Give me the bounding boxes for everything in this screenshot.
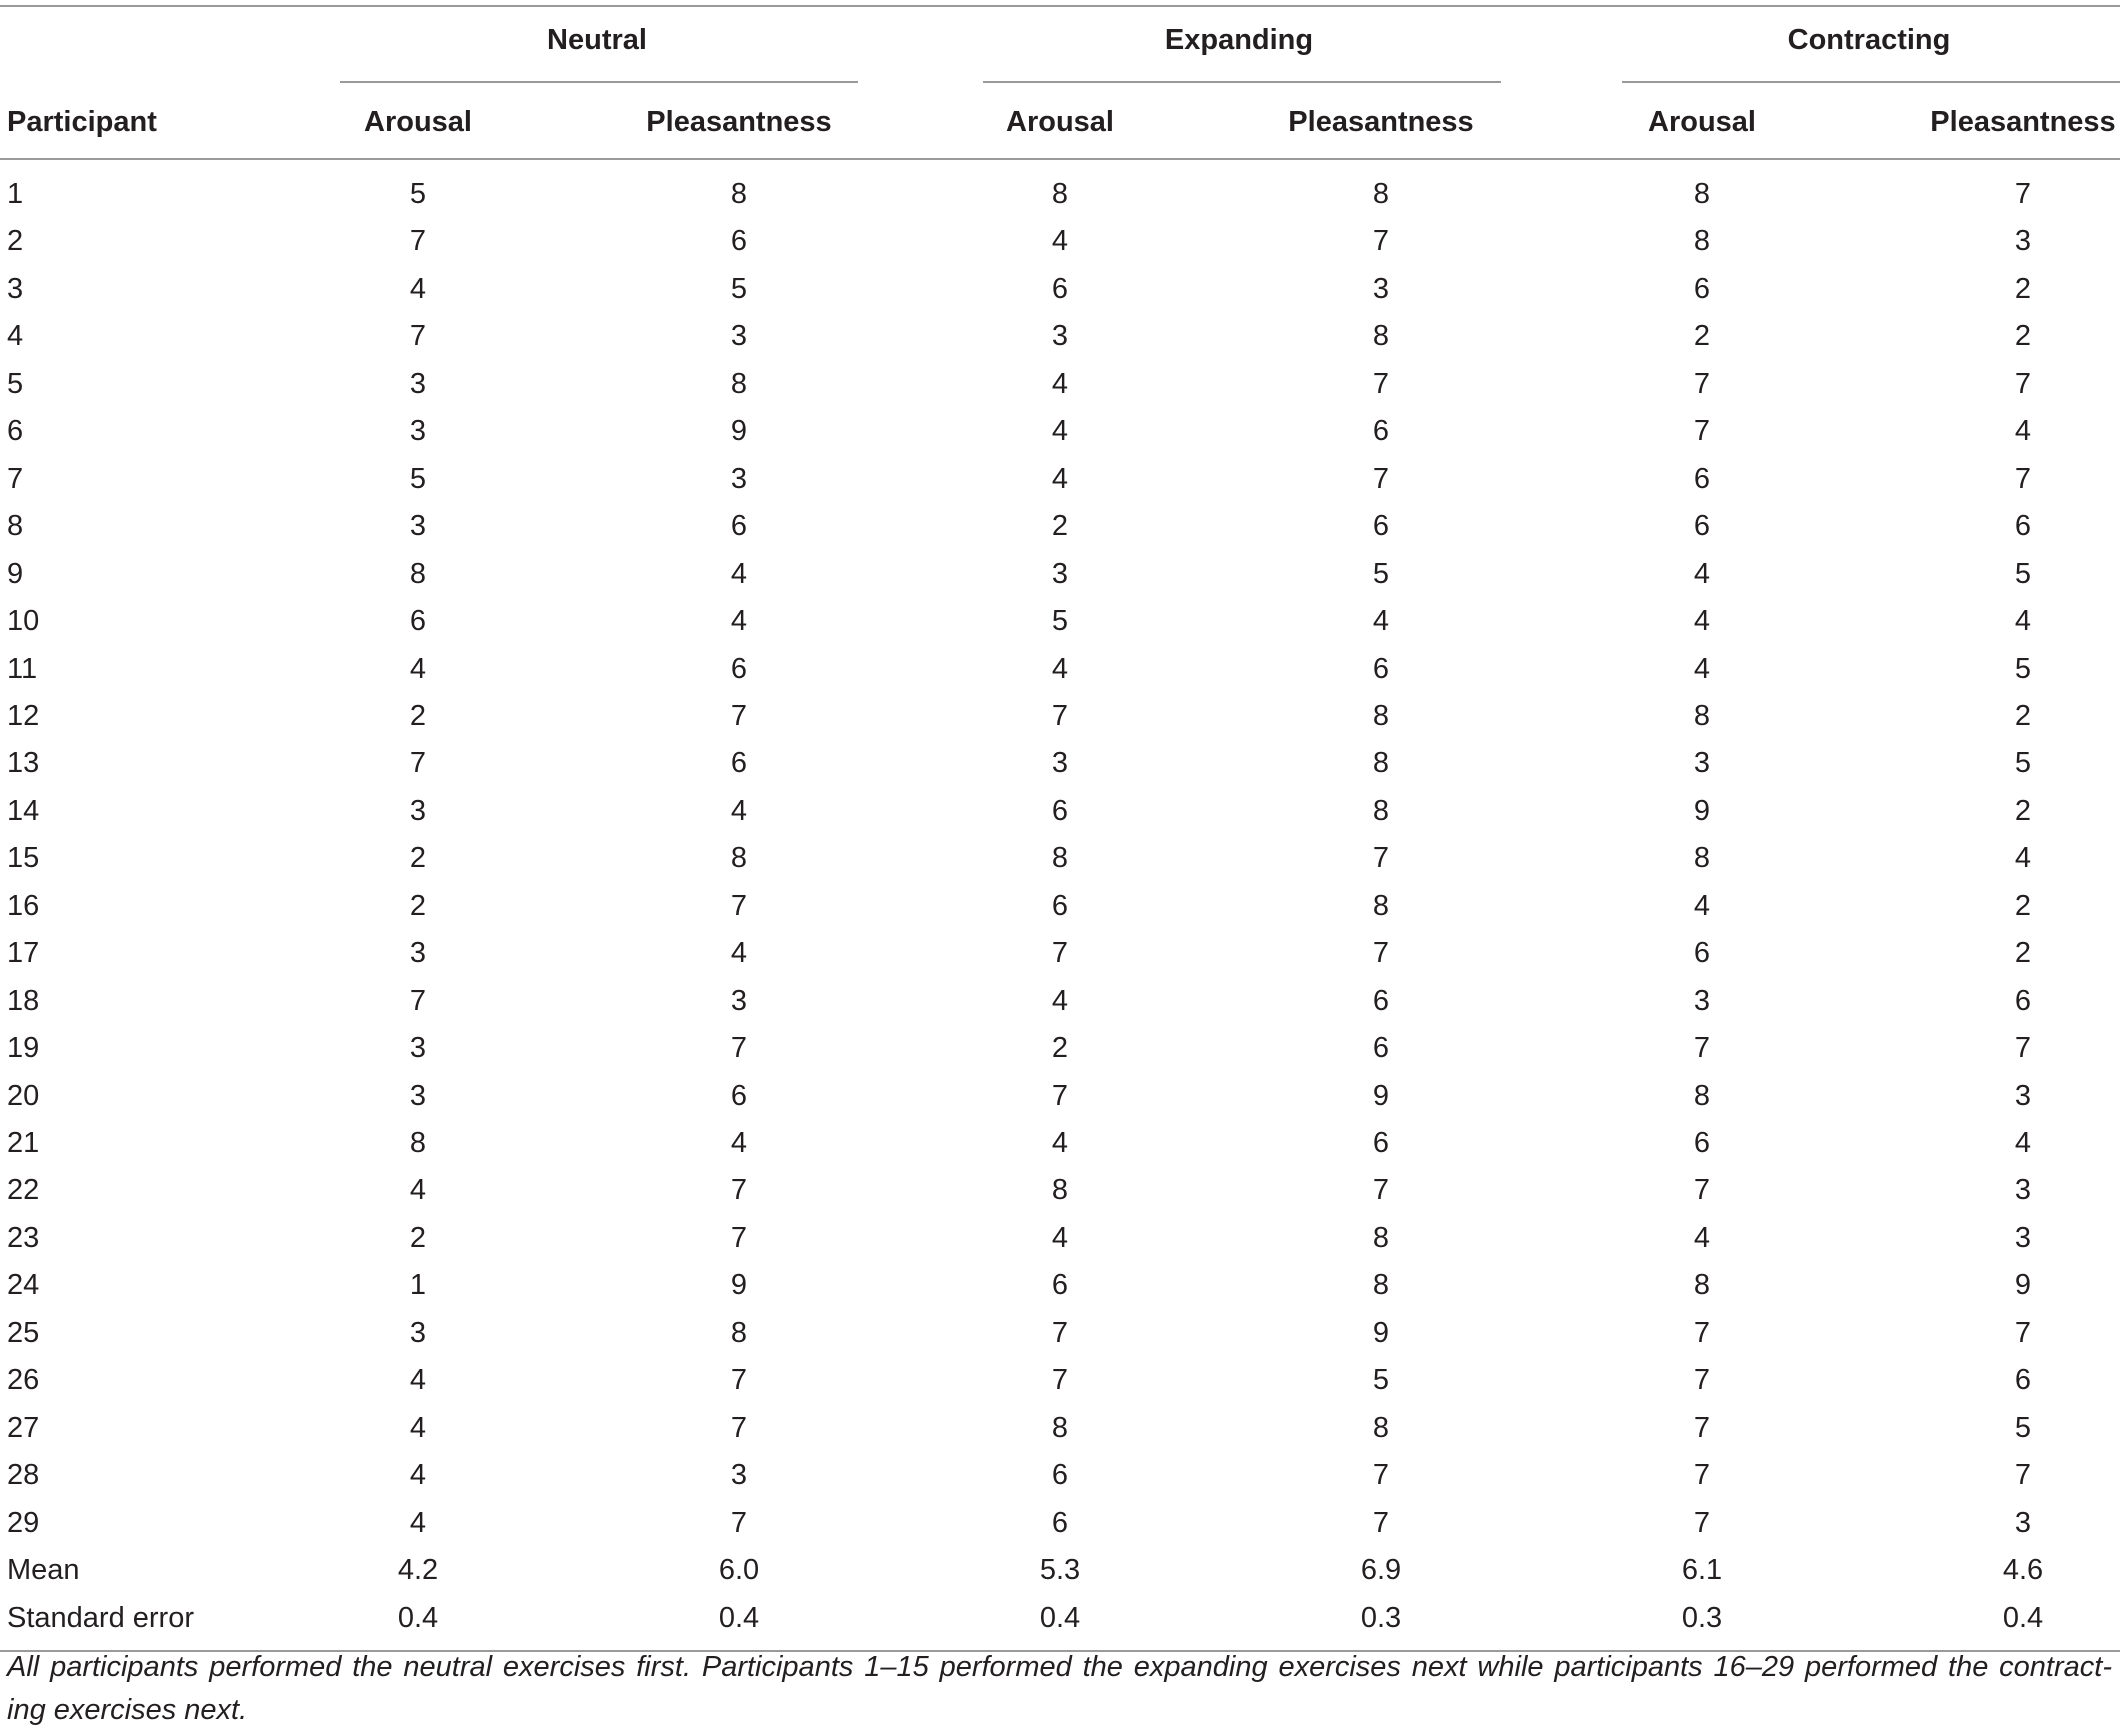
table-cell: 3 xyxy=(409,1080,427,1112)
table-cell: 4 xyxy=(409,653,427,685)
table-cell: 5 xyxy=(2014,1412,2032,1444)
contracting-group-rule xyxy=(1622,81,2120,83)
table-cell: 4 xyxy=(409,1174,427,1206)
table-cell: 7 xyxy=(409,985,427,1017)
table-cell: 3 xyxy=(730,320,748,352)
table-cell: 3 xyxy=(409,1317,427,1349)
table-cell: 5 xyxy=(409,178,427,210)
table-cell: 2 xyxy=(2014,273,2032,305)
group-header-expanding: Expanding xyxy=(1164,24,1314,56)
table-cell: 8 xyxy=(1693,178,1711,210)
table-cell: 9 xyxy=(1372,1080,1390,1112)
table-cell: 7 xyxy=(2014,178,2032,210)
table-cell: 4 xyxy=(1693,890,1711,922)
table-cell: 4 xyxy=(1051,463,1069,495)
table-footnote xyxy=(7,1646,2112,1732)
row-label: 8 xyxy=(7,510,24,542)
table-cell: 4 xyxy=(730,795,748,827)
table-cell: 4 xyxy=(409,1459,427,1491)
table-cell: 8 xyxy=(730,178,748,210)
table-cell: 6 xyxy=(1693,510,1711,542)
table-cell: 3 xyxy=(730,985,748,1017)
table-cell: 7 xyxy=(409,225,427,257)
table-cell: 7 xyxy=(1693,368,1711,400)
table-cell: 6 xyxy=(730,1080,748,1112)
row-label: 7 xyxy=(7,463,24,495)
table-cell: 6 xyxy=(730,510,748,542)
table-cell: 6 xyxy=(1051,1269,1069,1301)
row-label: 16 xyxy=(7,890,40,922)
table-cell: 6 xyxy=(1372,415,1390,447)
table-cell: 7 xyxy=(1051,1364,1069,1396)
table-cell: 9 xyxy=(730,1269,748,1301)
table-cell: 5 xyxy=(1372,558,1390,590)
table-cell: 6 xyxy=(1372,985,1390,1017)
table-cell: 2 xyxy=(2014,795,2032,827)
table-cell: 4 xyxy=(409,273,427,305)
table-cell: 7 xyxy=(1051,1080,1069,1112)
row-label: 20 xyxy=(7,1080,40,1112)
table-cell: 8 xyxy=(730,842,748,874)
table-cell: 4 xyxy=(2014,1127,2032,1159)
table-cell: 7 xyxy=(730,1507,748,1539)
row-label: 13 xyxy=(7,747,40,779)
column-header-expanding-pleasantness: Pleasantness xyxy=(1288,106,1474,138)
table-cell: 4 xyxy=(730,1127,748,1159)
table-cell: 6 xyxy=(1051,1459,1069,1491)
table-cell: 7 xyxy=(1372,937,1390,969)
table-cell: 7 xyxy=(1693,1032,1711,1064)
row-label: 3 xyxy=(7,273,24,305)
table-cell: 7 xyxy=(2014,368,2032,400)
table-cell: 2 xyxy=(409,842,427,874)
table-cell: 7 xyxy=(730,1174,748,1206)
table-cell: 9 xyxy=(1693,795,1711,827)
table-cell: 7 xyxy=(1372,463,1390,495)
table-cell: 6 xyxy=(2014,510,2032,542)
table-cell: 5.3 xyxy=(1039,1554,1081,1586)
table-cell: 2 xyxy=(409,700,427,732)
table-cell: 3 xyxy=(1372,273,1390,305)
table-cell: 7 xyxy=(730,1412,748,1444)
row-label: 9 xyxy=(7,558,24,590)
table-cell: 7 xyxy=(1372,842,1390,874)
table-cell: 8 xyxy=(1372,700,1390,732)
table-cell: 8 xyxy=(409,1127,427,1159)
table-cell: 8 xyxy=(1693,1080,1711,1112)
table-cell: 4 xyxy=(409,1507,427,1539)
table-cell: 8 xyxy=(1051,1174,1069,1206)
row-label: 25 xyxy=(7,1317,40,1349)
table-cell: 3 xyxy=(409,795,427,827)
table-cell: 6.1 xyxy=(1681,1554,1723,1586)
table-cell: 6 xyxy=(2014,985,2032,1017)
table-cell: 7 xyxy=(2014,1459,2032,1491)
column-header-neutral-arousal: Arousal xyxy=(364,106,472,138)
row-label: Standard error xyxy=(7,1602,194,1634)
group-header-neutral: Neutral xyxy=(547,24,647,56)
table-cell: 8 xyxy=(1051,842,1069,874)
table-cell: 7 xyxy=(2014,463,2032,495)
table-cell: 7 xyxy=(730,1032,748,1064)
table-cell: 7 xyxy=(730,1222,748,1254)
table-cell: 7 xyxy=(1372,368,1390,400)
table-cell: 3 xyxy=(1693,985,1711,1017)
table-cell: 3 xyxy=(2014,1174,2032,1206)
row-label: 29 xyxy=(7,1507,40,1539)
table-cell: 7 xyxy=(730,1364,748,1396)
row-label: 11 xyxy=(7,653,38,685)
table-cell: 6 xyxy=(1693,1127,1711,1159)
row-label: 10 xyxy=(7,605,40,637)
table-cell: 0.4 xyxy=(1039,1602,1081,1634)
table-cell: 6 xyxy=(409,605,427,637)
table-cell: 3 xyxy=(2014,1507,2032,1539)
table-cell: 6 xyxy=(730,225,748,257)
table-cell: 5 xyxy=(2014,747,2032,779)
row-label: Mean xyxy=(7,1554,80,1586)
table-cell: 2 xyxy=(409,890,427,922)
table-cell: 4 xyxy=(1051,225,1069,257)
table-cell: 9 xyxy=(1372,1317,1390,1349)
table-cell: 4 xyxy=(1051,368,1069,400)
table-cell: 6 xyxy=(730,653,748,685)
row-label: 12 xyxy=(7,700,40,732)
table-cell: 7 xyxy=(1693,1364,1711,1396)
table-cell: 4 xyxy=(730,937,748,969)
table-cell: 3 xyxy=(1693,747,1711,779)
table-cell: 7 xyxy=(1693,1507,1711,1539)
table-cell: 3 xyxy=(1051,747,1069,779)
table-cell: 9 xyxy=(2014,1269,2032,1301)
row-label: 24 xyxy=(7,1269,40,1301)
table-cell: 8 xyxy=(1693,1269,1711,1301)
table-cell: 3 xyxy=(1051,558,1069,590)
table-cell: 3 xyxy=(409,937,427,969)
table-cell: 4 xyxy=(1051,415,1069,447)
expanding-group-rule xyxy=(983,81,1501,83)
table-cell: 4 xyxy=(2014,842,2032,874)
table-cell: 0.3 xyxy=(1360,1602,1402,1634)
table-cell: 4 xyxy=(1693,1222,1711,1254)
table-cell: 4.6 xyxy=(2002,1554,2044,1586)
table-cell: 1 xyxy=(409,1269,427,1301)
table-cell: 8 xyxy=(730,1317,748,1349)
table-cell: 2 xyxy=(2014,937,2032,969)
table-cell: 6 xyxy=(1372,653,1390,685)
table-cell: 3 xyxy=(2014,1080,2032,1112)
table-cell: 7 xyxy=(1051,937,1069,969)
table-cell: 4 xyxy=(1051,985,1069,1017)
table-cell: 2 xyxy=(1693,320,1711,352)
row-label: 2 xyxy=(7,225,24,257)
table-cell: 7 xyxy=(730,700,748,732)
row-label: 26 xyxy=(7,1364,40,1396)
table-cell: 8 xyxy=(1372,890,1390,922)
table-cell: 6.9 xyxy=(1360,1554,1402,1586)
table-cell: 8 xyxy=(1372,178,1390,210)
row-label: 14 xyxy=(7,795,40,827)
table-cell: 7 xyxy=(1051,1317,1069,1349)
footnote-line-1: All participants performed the neutral exercises first. Participants 1–15 performed the expanding exercises next while participants 16–29 performed the contract- xyxy=(7,1651,2112,1683)
table-cell: 7 xyxy=(409,747,427,779)
table-cell: 4 xyxy=(2014,415,2032,447)
table-cell: 7 xyxy=(730,890,748,922)
top-rule xyxy=(0,5,2120,7)
table-cell: 6 xyxy=(1051,1507,1069,1539)
table-cell: 7 xyxy=(1372,1459,1390,1491)
table-cell: 5 xyxy=(1372,1364,1390,1396)
table-cell: 3 xyxy=(730,463,748,495)
table-cell: 4 xyxy=(730,558,748,590)
table-cell: 4 xyxy=(409,1364,427,1396)
table-cell: 4 xyxy=(1051,1222,1069,1254)
table-cell: 7 xyxy=(1372,1174,1390,1206)
table-cell: 2 xyxy=(2014,890,2032,922)
table-cell: 3 xyxy=(730,1459,748,1491)
table-cell: 7 xyxy=(1051,700,1069,732)
footnote-line-2: ing exercises next. xyxy=(7,1694,248,1726)
table-cell: 7 xyxy=(1693,1412,1711,1444)
table-cell: 4 xyxy=(1693,653,1711,685)
table-cell: 4 xyxy=(1372,605,1390,637)
table-cell: 5 xyxy=(2014,558,2032,590)
table-cell: 8 xyxy=(1372,795,1390,827)
table-cell: 5 xyxy=(409,463,427,495)
table-cell: 6 xyxy=(730,747,748,779)
table-cell: 7 xyxy=(1693,415,1711,447)
table-cell: 8 xyxy=(1051,178,1069,210)
table-cell: 8 xyxy=(1372,1222,1390,1254)
table-cell: 6 xyxy=(2014,1364,2032,1396)
table-cell: 2 xyxy=(1051,1032,1069,1064)
table-cell: 6 xyxy=(1051,890,1069,922)
table-cell: 4 xyxy=(1693,558,1711,590)
table-cell: 8 xyxy=(409,558,427,590)
table-cell: 8 xyxy=(1372,1269,1390,1301)
table-cell: 6 xyxy=(1693,937,1711,969)
neutral-group-rule xyxy=(340,81,858,83)
table-cell: 3 xyxy=(409,368,427,400)
row-label: 28 xyxy=(7,1459,40,1491)
row-label: 5 xyxy=(7,368,24,400)
table-cell: 4 xyxy=(409,1412,427,1444)
column-header-contracting-arousal: Arousal xyxy=(1648,106,1756,138)
table-cell: 6 xyxy=(1372,1127,1390,1159)
row-label: 27 xyxy=(7,1412,40,1444)
column-header-participant: Participant xyxy=(7,106,157,138)
table-cell: 5 xyxy=(1051,605,1069,637)
table-cell: 0.4 xyxy=(718,1602,760,1634)
table-cell: 6.0 xyxy=(718,1554,760,1586)
row-label: 17 xyxy=(7,937,40,969)
table-cell: 6 xyxy=(1372,510,1390,542)
header-rule xyxy=(0,158,2120,160)
column-header-contracting-pleasantness: Pleasantness xyxy=(1930,106,2116,138)
table-cell: 5 xyxy=(730,273,748,305)
table-cell: 8 xyxy=(1693,842,1711,874)
table-cell: 4.2 xyxy=(397,1554,439,1586)
table-cell: 3 xyxy=(409,415,427,447)
table-cell: 0.4 xyxy=(397,1602,439,1634)
table-cell: 4 xyxy=(1051,1127,1069,1159)
table-cell: 3 xyxy=(1051,320,1069,352)
table-cell: 7 xyxy=(1372,225,1390,257)
column-header-expanding-arousal: Arousal xyxy=(1006,106,1114,138)
table-cell: 3 xyxy=(2014,1222,2032,1254)
table-cell: 2 xyxy=(1051,510,1069,542)
table-cell: 8 xyxy=(1372,1412,1390,1444)
table-cell: 8 xyxy=(1693,700,1711,732)
table-cell: 9 xyxy=(730,415,748,447)
table-cell: 3 xyxy=(409,510,427,542)
table-cell: 0.3 xyxy=(1681,1602,1723,1634)
row-label: 21 xyxy=(7,1127,40,1159)
group-header-contracting: Contracting xyxy=(1787,24,1951,56)
table-cell: 7 xyxy=(2014,1032,2032,1064)
row-label: 4 xyxy=(7,320,24,352)
table-cell: 7 xyxy=(2014,1317,2032,1349)
table-cell: 8 xyxy=(1372,320,1390,352)
table-cell: 6 xyxy=(1693,273,1711,305)
table-cell: 2 xyxy=(409,1222,427,1254)
table-cell: 6 xyxy=(1372,1032,1390,1064)
table-cell: 8 xyxy=(1693,225,1711,257)
table-cell: 7 xyxy=(409,320,427,352)
table-cell: 7 xyxy=(1693,1317,1711,1349)
table-cell: 6 xyxy=(1051,795,1069,827)
table-cell: 6 xyxy=(1693,463,1711,495)
row-label: 1 xyxy=(7,178,24,210)
table-cell: 4 xyxy=(2014,605,2032,637)
table-cell: 4 xyxy=(1693,605,1711,637)
row-label: 19 xyxy=(7,1032,40,1064)
table-cell: 4 xyxy=(1051,653,1069,685)
table-cell: 0.4 xyxy=(2002,1602,2044,1634)
table-cell: 4 xyxy=(730,605,748,637)
row-label: 23 xyxy=(7,1222,40,1254)
table-cell: 8 xyxy=(1372,747,1390,779)
table-cell: 5 xyxy=(2014,653,2032,685)
row-label: 6 xyxy=(7,415,24,447)
table-cell: 6 xyxy=(1051,273,1069,305)
row-label: 22 xyxy=(7,1174,40,1206)
table-cell: 7 xyxy=(1693,1174,1711,1206)
table-cell: 3 xyxy=(409,1032,427,1064)
table-cell: 3 xyxy=(2014,225,2032,257)
table-cell: 2 xyxy=(2014,320,2032,352)
table-cell: 7 xyxy=(1372,1507,1390,1539)
row-label: 18 xyxy=(7,985,40,1017)
table-cell: 8 xyxy=(1051,1412,1069,1444)
table-cell: 7 xyxy=(1693,1459,1711,1491)
column-header-neutral-pleasantness: Pleasantness xyxy=(646,106,832,138)
table-cell: 8 xyxy=(730,368,748,400)
row-label: 15 xyxy=(7,842,40,874)
table-cell: 2 xyxy=(2014,700,2032,732)
